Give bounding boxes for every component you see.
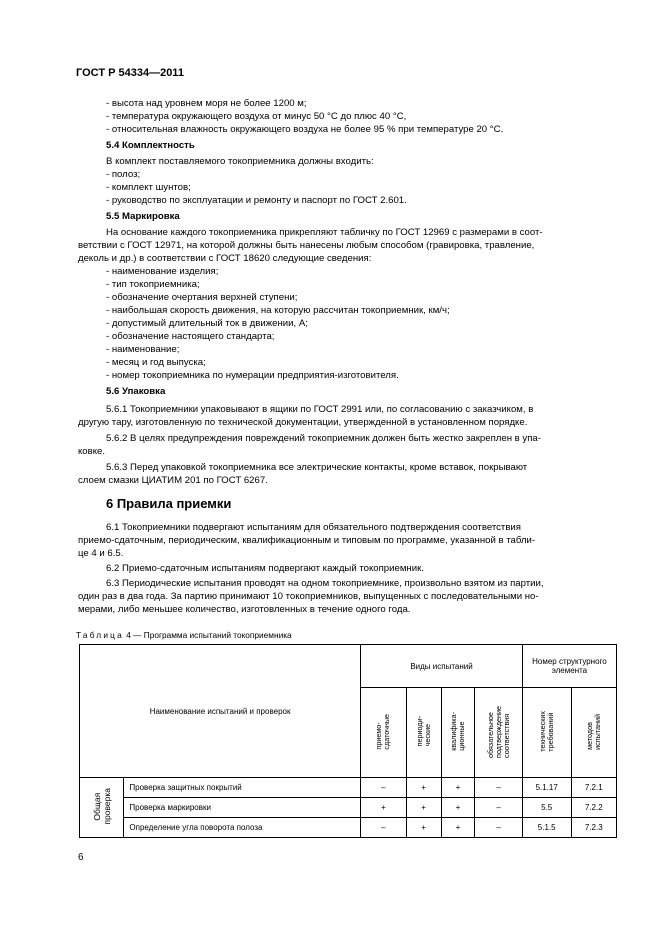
list-item: - обозначение настоящего стандарта; [106, 331, 275, 342]
list-item: - номер токоприемника по нумерации предприятия-изготовителя. [106, 370, 399, 381]
table-caption-text: 4 — Программа испытаний токоприемника [126, 630, 292, 640]
page-number: 6 [78, 852, 84, 863]
table-caption-word: Таблица [76, 630, 124, 640]
paragraph-line: ветствии с ГОСТ 12971, на которой должны быть нанесены любым способом (гравировка, травление, [78, 240, 535, 251]
cell: + [441, 818, 475, 838]
paragraph-line: 6.3 Периодические испытания проводят на одном токоприемнике, произвольно взятом из партии, [106, 578, 544, 589]
cell: – [475, 798, 523, 818]
row-name: Определение угла поворота полоза [124, 818, 361, 838]
cell: 7.2.2 [571, 798, 617, 818]
table-caption [76, 630, 292, 640]
cell: + [406, 798, 441, 818]
test-program-table [79, 644, 617, 838]
cell: + [441, 798, 475, 818]
column-header-acceptance: приемо- сдаточные [361, 688, 406, 778]
paragraph-line: мерами, либо меньшее количество, изготовленных в течение одного года. [78, 604, 411, 615]
cell: 5.1.5 [522, 818, 571, 838]
section-title-6: 6 Правила приемки [106, 496, 232, 511]
list-item: - руководство по эксплуатации и ремонту и паспорт по ГОСТ 2.601. [106, 195, 407, 206]
list-item: - высота над уровнем моря не более 1200 м; [106, 98, 307, 109]
document-header: ГОСТ Р 54334—2011 [76, 67, 184, 79]
cell: – [475, 818, 523, 838]
cell: 5.1.17 [522, 778, 571, 798]
paragraph-line: один раз в два года. За партию принимают 10 токоприемников, выпущенных с последовательными но- [78, 591, 539, 602]
section-title-5-6: 5.6 Упаковка [106, 386, 166, 397]
column-group-structure-number: Номер структурного элемента [522, 645, 616, 688]
column-header-conformity: обязательное подтверждение соответствия [475, 688, 523, 778]
paragraph-line: слоем смазки ЦИАТИМ 201 по ГОСТ 6267. [78, 475, 268, 486]
list-item: - наименование изделия; [106, 266, 219, 277]
column-header-tech-requirements: технических требований [522, 688, 571, 778]
table-row [80, 778, 617, 798]
paragraph-line: 5.6.2 В целях предупреждения повреждений токоприемник должен быть жестко закреплен в упа- [106, 433, 541, 444]
paragraph-line: 6.1 Токоприемники подвергают испытаниям для обязательного подтверждения соответствия [106, 522, 521, 533]
cell: 7.2.1 [571, 778, 617, 798]
list-item: - допустимый длительный ток в движении, А; [106, 318, 308, 329]
list-item: - полоз; [106, 169, 141, 180]
row-name: Проверка защитных покрытий [124, 778, 361, 798]
list-item: - относительная влажность окружающего воздуха не более 95 % при температуре 20 °С. [106, 124, 504, 135]
cell: + [361, 798, 406, 818]
list-item: - месяц и год выпуска; [106, 357, 206, 368]
list-item: - тип токоприемника; [106, 279, 200, 290]
cell: + [406, 818, 441, 838]
row-group-general-check: Общая проверка [80, 778, 124, 838]
cell: + [406, 778, 441, 798]
row-name: Проверка маркировки [124, 798, 361, 818]
list-item: - обозначение очертания верхней ступени; [106, 292, 298, 303]
list-item: - наименование; [106, 344, 180, 355]
list-item: - комплект шунтов; [106, 182, 191, 193]
table-row [80, 818, 617, 838]
cell: – [475, 778, 523, 798]
paragraph: В комплект поставляемого токоприемника должны входить: [106, 156, 374, 167]
list-item: - наибольшая скорость движения, на которую рассчитан токоприемник, км/ч; [106, 305, 450, 316]
section-title-5-4: 5.4 Комплектность [106, 140, 195, 151]
column-header-periodic: периоди- ческие [406, 688, 441, 778]
paragraph-line: 6.2 Приемо-сдаточным испытаниям подвергают каждый токоприемник. [106, 563, 424, 574]
paragraph-line: це 4 и 6.5. [78, 548, 124, 559]
column-header-qualification: квалифика- ционные [441, 688, 475, 778]
cell: – [361, 778, 406, 798]
paragraph-line: 5.6.3 Перед упаковкой токоприемника все электрические контакты, кроме вставок, покрывают [106, 462, 528, 473]
column-header-test-methods: методов испытаний [571, 688, 617, 778]
column-header-name: Наименование испытаний и проверок [80, 645, 361, 778]
paragraph-line: На основание каждого токоприемника прикрепляют табличку по ГОСТ 12969 с размерами в соот- [106, 227, 543, 238]
cell: 7.2.3 [571, 818, 617, 838]
list-item: - температура окружающего воздуха от минус 50 °С до плюс 40 °С, [106, 111, 407, 122]
cell: + [441, 778, 475, 798]
paragraph-line: 5.6.1 Токоприемники упаковывают в ящики по ГОСТ 2991 или, по согласованию с заказчиком, в [106, 404, 534, 415]
paragraph-line: деколь и др.) в соответствии с ГОСТ 18620 следующие сведения: [78, 253, 372, 264]
table-row [80, 798, 617, 818]
cell: 5.5 [522, 798, 571, 818]
paragraph-line: другую тару, изготовленную по технической документации, утвержденной в установленном порядке. [78, 417, 528, 428]
paragraph-line: приемо-сдаточным, периодическим, квалификационным и типовым по программе, указанной в табли- [78, 535, 536, 546]
section-title-5-5: 5.5 Маркировка [106, 211, 180, 222]
column-group-test-types: Виды испытаний [361, 645, 523, 688]
paragraph-line: ковке. [78, 446, 106, 457]
cell: – [361, 818, 406, 838]
